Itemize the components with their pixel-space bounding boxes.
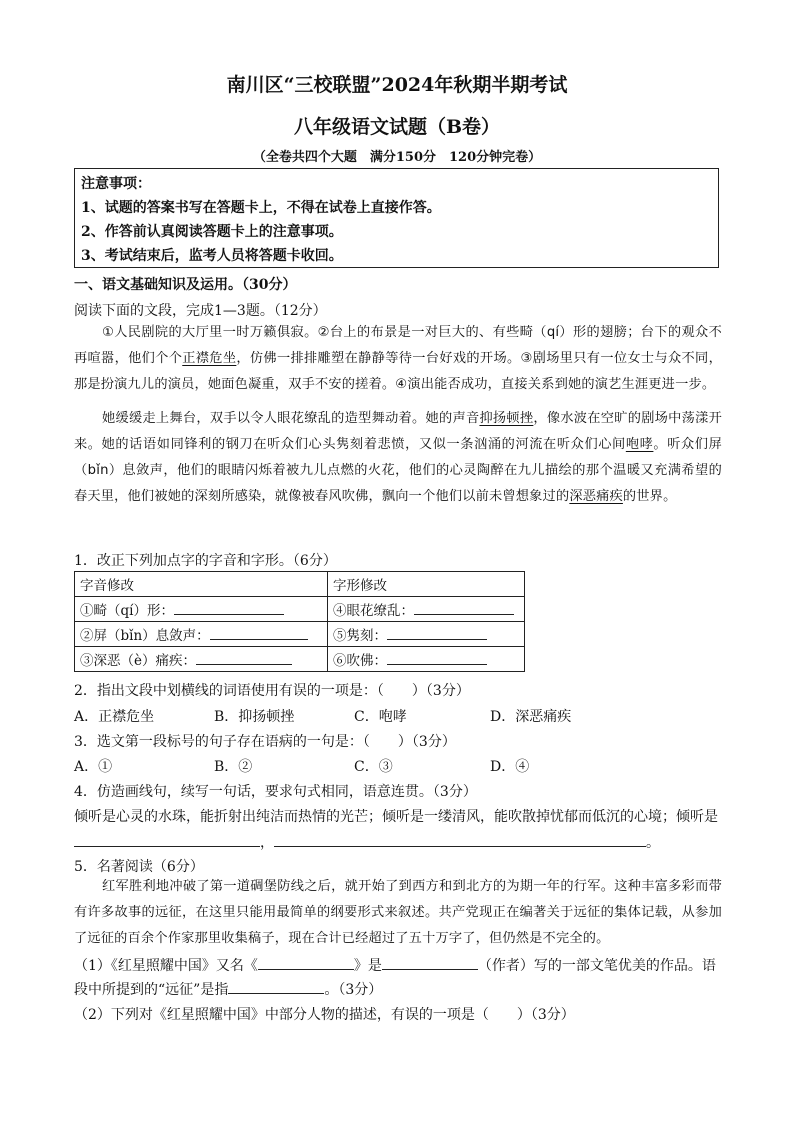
option-a[interactable]: A．① xyxy=(74,759,113,775)
answer-blank[interactable] xyxy=(210,625,308,640)
option-c[interactable]: C．咆哮 xyxy=(354,709,407,725)
cell-label: ⑥吹佛： xyxy=(333,653,387,669)
answer-blank[interactable] xyxy=(228,979,324,994)
punctuation: ， xyxy=(260,835,274,851)
q5-passage xyxy=(74,874,722,952)
passage-text: 的世界。 xyxy=(622,489,677,504)
table-header: 字音修改 xyxy=(75,572,328,597)
passage-paragraph-1 xyxy=(74,320,722,398)
question-text: 。（3分） xyxy=(324,982,383,998)
notice-item: 1、试题的答案书写在答题卡上，不得在试卷上直接作答。 xyxy=(81,200,441,216)
answer-blank[interactable] xyxy=(387,625,487,640)
table-cell xyxy=(328,647,525,672)
exam-title: 南川区“三校联盟”2024年秋期半期考试 xyxy=(226,74,568,96)
question-5-stem: 5．名著阅读（6分） xyxy=(74,859,204,875)
question-4-text: 倾听是心灵的水珠，能折射出纯洁而热情的光芒；倾听是一缕清风，能吹散掉忧郁而低沉的心境；倾听是 xyxy=(74,809,718,825)
table-row xyxy=(75,647,525,672)
option-b[interactable]: B．② xyxy=(214,759,253,775)
table-cell xyxy=(75,622,328,647)
question-3-stem: 3．选文第一段标号的句子存在语病的一句是：（ ）（3分） xyxy=(74,734,456,750)
table-cell xyxy=(328,597,525,622)
punctuation: 。 xyxy=(646,835,660,851)
question-text: 》是 xyxy=(353,958,382,974)
option-a[interactable]: A．正襟危坐 xyxy=(74,709,155,725)
question-1-stem: 1．改正下列加点字的字音和字形。（6分） xyxy=(74,553,337,569)
question-4-stem: 4．仿造画线句，续写一句话，要求句式相同，语意连贯。（3分） xyxy=(74,784,477,800)
answer-blank[interactable] xyxy=(387,650,487,665)
passage-text: 她缓缓走上舞台，双手以令人眼花缭乱的造型舞动着。她的声音 xyxy=(102,411,480,426)
passage xyxy=(74,320,722,510)
option-c[interactable]: C．③ xyxy=(354,759,393,775)
answer-blank[interactable] xyxy=(274,832,646,847)
passage-text: ，像水波在空旷的剧场中荡漾开来。她的话语如同锋利的钢刀在听众们心头隽刻着悲愤，又似一条汹涌的河流在听众们心间 xyxy=(74,411,722,452)
section-heading: 一、语文基础知识及运用。（30分） xyxy=(74,277,297,293)
notice-item: 3、考试结束后，监考人员将答题卡收回。 xyxy=(81,248,343,264)
option-b[interactable]: B．抑扬顿挫 xyxy=(214,709,295,725)
q5-sub2: （2）下列对《红星照耀中国》中部分人物的描述，有误的一项是（ ）（3分） xyxy=(74,1007,575,1023)
cell-label: ②屏（bǐn）息敛声： xyxy=(80,628,210,644)
cell-label: ⑤隽刻： xyxy=(333,628,387,644)
table-cell xyxy=(328,622,525,647)
q5-sub1-line2 xyxy=(74,979,724,999)
underlined-word: 深恶痛疾 xyxy=(569,489,623,504)
answer-blank[interactable] xyxy=(74,832,260,847)
q5-sub1-line1 xyxy=(74,955,726,975)
question-2-stem: 2．指出文段中划横线的词语使用有误的一项是：（ ）（3分） xyxy=(74,683,470,699)
underlined-word: 抑扬顿挫 xyxy=(479,411,534,426)
answer-blank[interactable] xyxy=(196,650,292,665)
option-d[interactable]: D．深恶痛疾 xyxy=(490,709,572,725)
reading-instruction: 阅读下面的文段，完成1—3题。（12分） xyxy=(74,303,327,319)
passage-text: ，仿佛一排排雕塑在静静等待一台好戏的开场。③剧场里只有一位女士与众不同，那是扮演九儿的演员，她面色凝重，双手不安的搓着。④演出能否成功，直接关系到她的演艺生涯更进一步。 xyxy=(74,351,722,392)
q5-passage-text: 红军胜利地冲破了第一道碉堡防线之后，就开始了到西方和到北方的为期一年的行军。这种丰富多彩而带有许多故事的远征，在这里只能用最简单的纲要形式来叙述。共产党现正在编著关于远征的集体记载，从参加了远征的百余个作家那里收集稿子，现在合计已经超过了五十万字了，但仍然是不完全的。 xyxy=(74,879,722,946)
notice-box xyxy=(74,168,719,268)
table-row xyxy=(75,597,525,622)
question-text: 段中所提到的“远征”是指 xyxy=(74,982,229,998)
exam-note: （全卷共四个大题 满分150分 120分钟完卷） xyxy=(252,150,542,165)
option-d[interactable]: D．④ xyxy=(490,759,530,775)
cell-label: ①畸（qí）形： xyxy=(80,603,174,619)
notice-item: 2、作答前认真阅读答题卡上的注意事项。 xyxy=(81,224,343,240)
question-text: （作者）写的一部文笔优美的作品。语 xyxy=(477,958,716,974)
passage-paragraph-2 xyxy=(74,406,722,510)
exam-subtitle: 八年级语文试题（B卷） xyxy=(293,116,501,138)
question-text: （1）《红星照耀中国》又名《 xyxy=(74,958,258,974)
answer-blank[interactable] xyxy=(382,955,478,970)
table-row xyxy=(75,622,525,647)
cell-label: ③深恶（è）痛疾： xyxy=(80,653,196,669)
underlined-word: 咆哮 xyxy=(625,437,654,452)
underlined-word: 正襟危坐 xyxy=(182,351,237,366)
answer-blank[interactable] xyxy=(414,600,514,615)
table-header: 字形修改 xyxy=(328,572,525,597)
answer-blank[interactable] xyxy=(174,600,284,615)
table-cell xyxy=(75,597,328,622)
passage-text: 。听众们屏（bǐn）息敛声，他们的眼睛闪烁着被九儿点燃的火花，他们的心灵陶醉在九儿描绘的那个温暖又充满希望的春天里，他们被她的深刻所感染，就像被春风吹佛，飘向一个他们以前未曾想象过的 xyxy=(74,437,722,504)
passage-text: ①人民剧院的大厅里一时万籁俱寂。②台上的布景是一对巨大的、有些畸（qí）形的翅膀；台下的观众不再喧嚣，他们个个 xyxy=(74,325,722,366)
correction-table xyxy=(74,571,525,672)
question-4-blanks xyxy=(74,832,724,852)
answer-blank[interactable] xyxy=(258,955,354,970)
notice-heading: 注意事项： xyxy=(81,176,151,192)
cell-label: ④眼花缭乱： xyxy=(333,603,414,619)
table-cell xyxy=(75,647,328,672)
